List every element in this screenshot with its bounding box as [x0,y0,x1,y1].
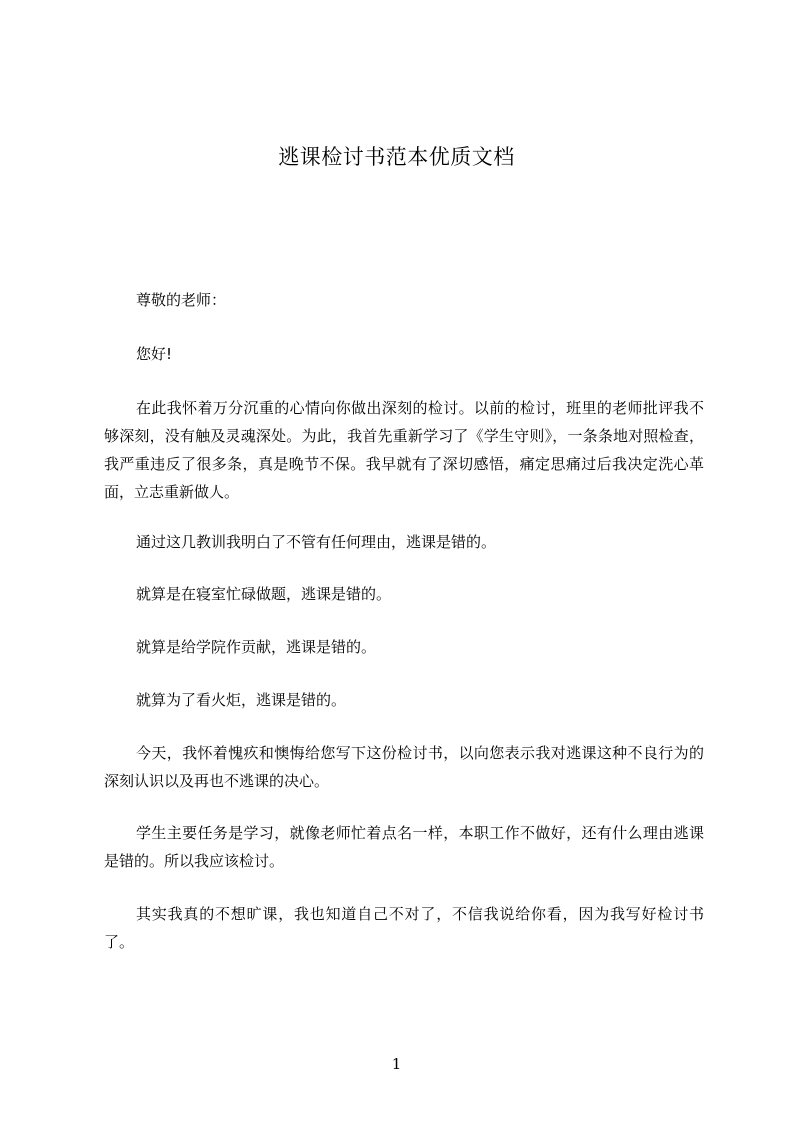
paragraph-dorm: 就算是在寝室忙碌做题，逃课是错的。 [136,585,392,603]
paragraph-college: 就算是给学院作贡献，逃课是错的。 [136,638,377,656]
page-number: 1 [391,1055,402,1073]
paragraph-closing: 其实我真的不想旷课，我也知道自己不对了，不信我说给你看，因为我写好检讨书了。 [104,905,704,951]
greeting: 您好! [136,345,173,363]
paragraph-torch: 就算为了看火炬，逃课是错的。 [136,691,347,709]
document-title: 逃课检讨书范本优质文档 [278,145,515,169]
paragraph-duty: 学生主要任务是学习，就像老师忙着点名一样，本职工作不做好，还有什么理由逃课是错的。所以我应该检讨。 [104,824,704,870]
paragraph-intro: 在此我怀着万分沉重的心情向你做出深刻的检讨。以前的检讨，班里的老师批评我不够深刻，没有触及灵魂深处。为此，我首先重新学习了《学生守则》，一条条地对照检查，我严重违反了很多条，真是晚节不保。我早就有了深切感悟，痛定思痛过后我决定洗心革面，立志重新做人。 [104,399,704,501]
salutation: 尊敬的老师： [136,291,227,309]
paragraph-today: 今天，我怀着愧疚和懊悔给您写下这份检讨书，以向您表示我对逃课这种不良行为的深刻认识以及再也不逃课的决心。 [104,744,704,790]
paragraph-lesson: 通过这几教训我明白了不管有任何理由，逃课是错的。 [136,533,497,551]
